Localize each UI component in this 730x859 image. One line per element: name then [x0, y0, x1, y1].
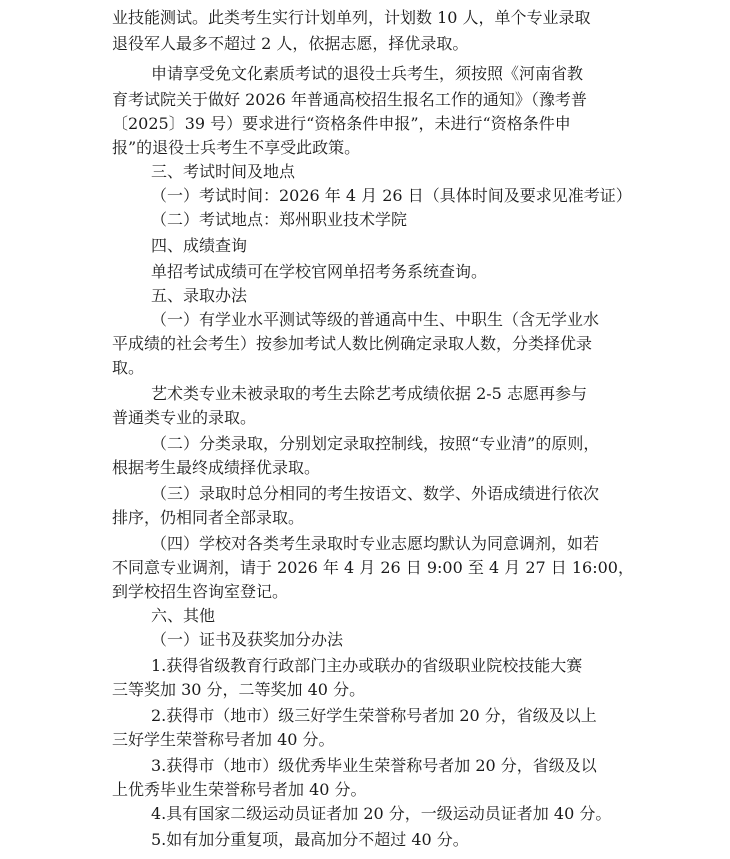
paragraph-line: 退役军人最多不超过 2 人，依据志愿，择优录取。 — [112, 34, 469, 53]
section-heading: 四、成绩查询 — [151, 236, 248, 255]
paragraph-line: （一）有学业水平测试等级的普通高中生、中职生（含无学业水 — [151, 310, 600, 329]
paragraph-line: （三）录取时总分相同的考生按语文、数学、外语成绩进行依次 — [151, 484, 600, 503]
paragraph-line: 单招考试成绩可在学校官网单招考务系统查询。 — [151, 262, 488, 281]
subsection-heading: （一）证书及获奖加分办法 — [151, 630, 344, 649]
section-heading: 三、考试时间及地点 — [151, 162, 296, 181]
paragraph-line: 三好学生荣誉称号者加 40 分。 — [112, 730, 335, 749]
paragraph-line: 不同意专业调剂，请于 2026 年 4 月 26 日 9:00 至 4 月 27 日 16:00， — [112, 558, 634, 577]
paragraph-line: 取。 — [112, 358, 145, 377]
paragraph-line: （二）考试地点：郑州职业技术学院 — [151, 210, 408, 229]
paragraph-line: 根据考生最终成绩择优录取。 — [112, 458, 321, 477]
paragraph-line: 业技能测试。此类考生实行计划单列，计划数 10 人，单个专业录取 — [112, 8, 591, 27]
paragraph-line: 普通类专业的录取。 — [112, 408, 257, 427]
paragraph-line: 报”的退役士兵考生不享受此政策。 — [112, 138, 361, 157]
paragraph-line: 1.获得省级教育行政部门主办或联办的省级职业院校技能大赛 — [151, 656, 583, 675]
paragraph-line: 上优秀毕业生荣誉称号者加 40 分。 — [112, 780, 367, 799]
paragraph-line: （二）分类录取，分别划定录取控制线，按照“专业清”的原则， — [151, 434, 600, 453]
paragraph-line: 2.获得市（地市）级三好学生荣誉称号者加 20 分，省级及以上 — [151, 706, 597, 725]
paragraph-line: 申请享受免文化素质考试的退役士兵考生，须按照《河南省教 — [151, 64, 584, 83]
paragraph-line: 〔2025〕39 号）要求进行“资格条件申报”，未进行“资格条件申 — [112, 114, 571, 133]
paragraph-line: 到学校招生咨询室登记。 — [112, 582, 289, 601]
paragraph-line: 5.如有加分重复项，最高加分不超过 40 分。 — [151, 830, 469, 849]
paragraph-line: （四）学校对各类考生录取时专业志愿均默认为同意调剂，如若 — [151, 534, 600, 553]
paragraph-line: 平成绩的社会考生）按参加考试人数比例确定录取人数，分类择优录 — [112, 334, 593, 353]
paragraph-line: （一）考试时间：2026 年 4 月 26 日（具体时间及要求见准考证） — [151, 186, 632, 205]
paragraph-line: 三等奖加 30 分，二等奖加 40 分。 — [112, 680, 366, 699]
paragraph-line: 艺术类专业未被录取的考生去除艺考成绩依据 2-5 志愿再参与 — [151, 384, 587, 403]
paragraph-line: 育考试院关于做好 2026 年普通高校招生报名工作的通知》（豫考普 — [112, 90, 587, 109]
section-heading: 五、录取办法 — [151, 286, 248, 305]
paragraph-line: 排序，仍相同者全部录取。 — [112, 508, 305, 527]
paragraph-line: 4.具有国家二级运动员证者加 20 分，一级运动员证者加 40 分。 — [151, 804, 612, 823]
section-heading: 六、其他 — [151, 606, 216, 625]
paragraph-line: 3.获得市（地市）级优秀毕业生荣誉称号者加 20 分，省级及以 — [151, 756, 597, 775]
